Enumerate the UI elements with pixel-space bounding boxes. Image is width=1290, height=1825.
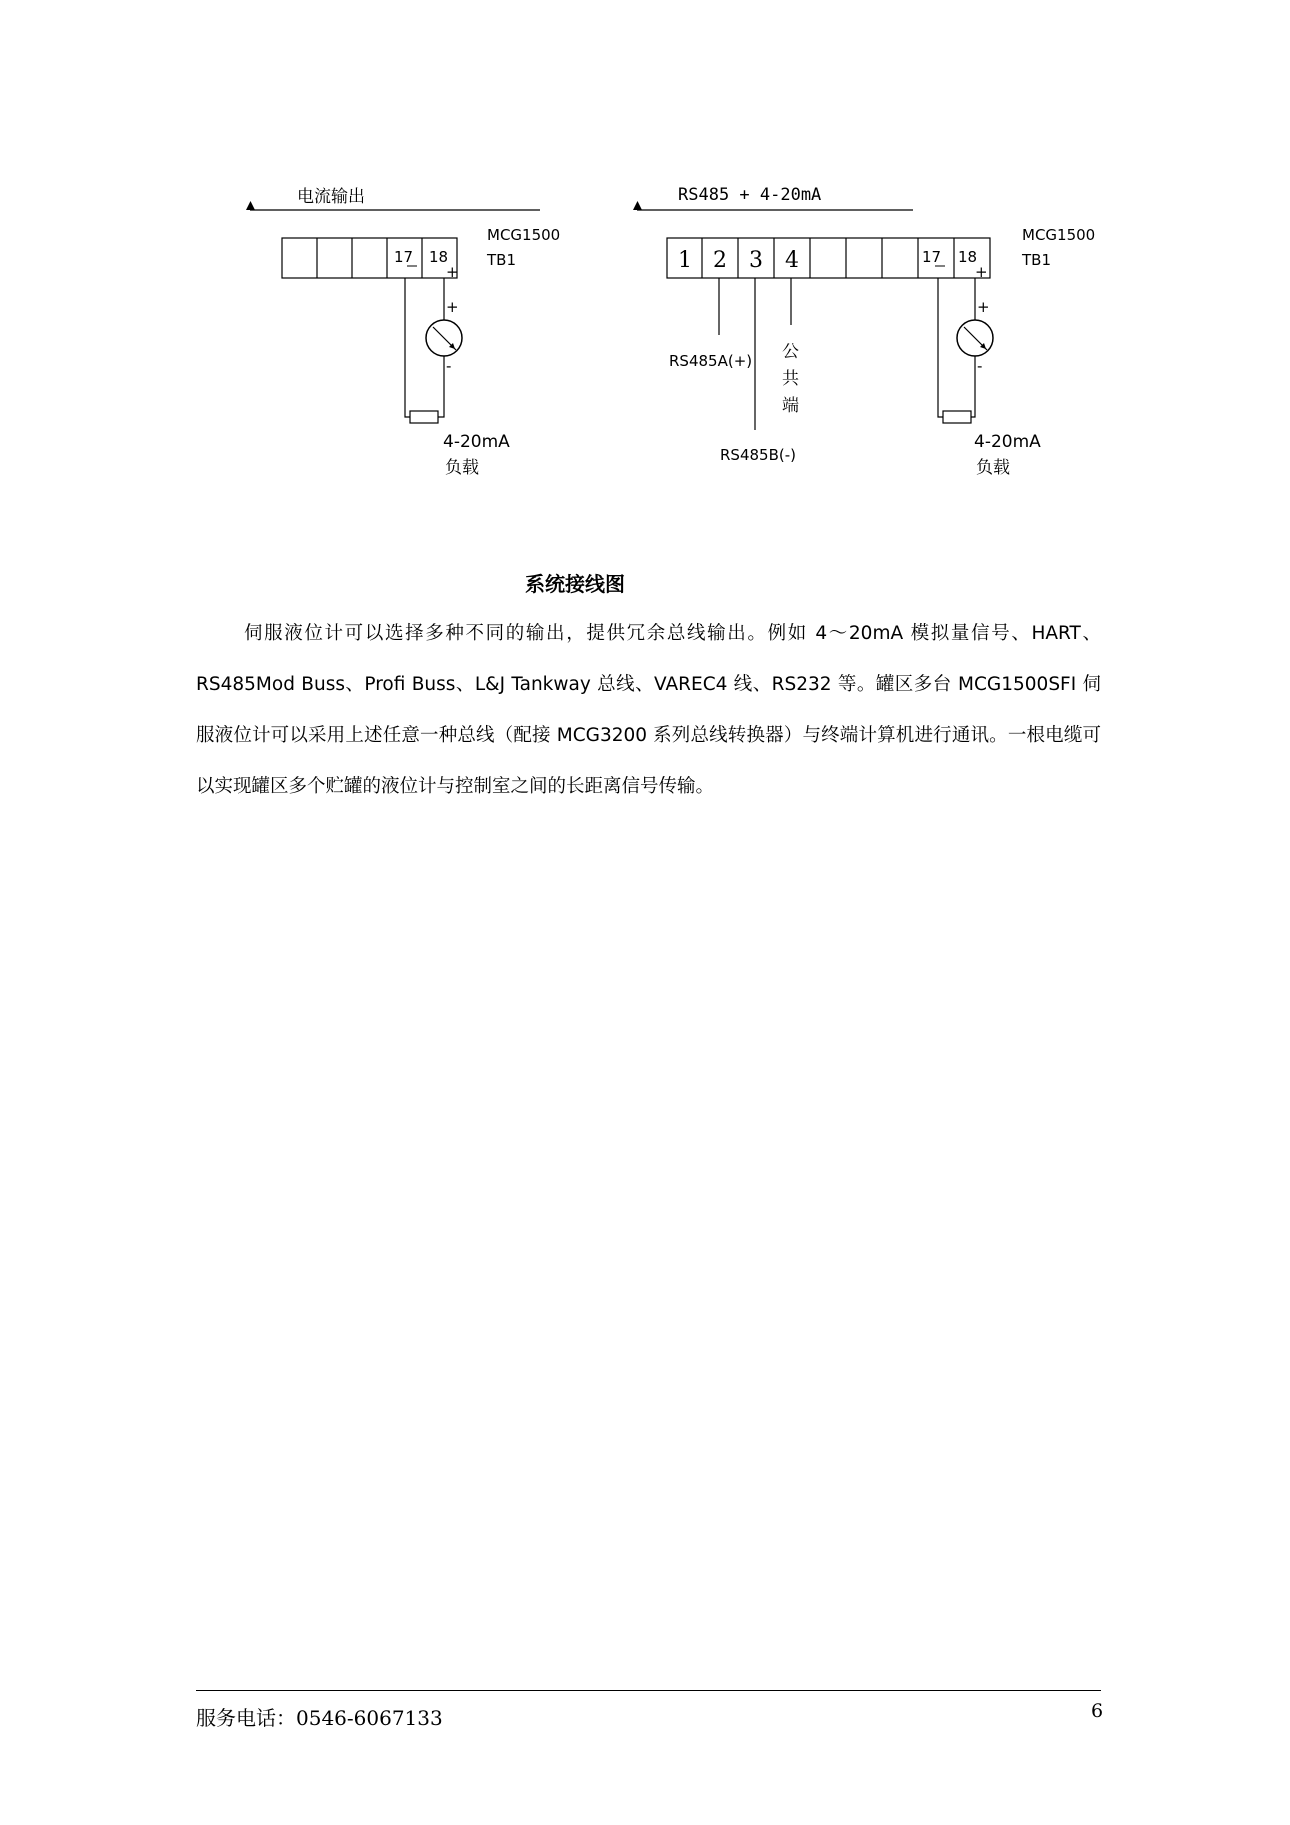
rs485b-label: RS485B(-)	[720, 446, 796, 464]
diagram-title: RS485 + 4-20mA	[678, 185, 822, 205]
terminal-18: 18	[429, 248, 449, 266]
terminal-17: 17	[394, 248, 414, 266]
footer-phone: 服务电话：0546-6067133	[196, 1706, 443, 1730]
load-resistor	[943, 411, 971, 423]
current-loop-wires	[405, 278, 444, 417]
meter-plus: +	[446, 298, 459, 316]
terminal-3: 3	[749, 248, 763, 273]
load-resistor	[410, 411, 438, 423]
rs485-current-diagram	[633, 185, 1095, 478]
wiring-diagram	[0, 0, 1150, 520]
load-label: 4-20mA	[974, 432, 1041, 452]
load-label-2: 负载	[445, 458, 479, 478]
board-label: TB1	[1022, 251, 1051, 269]
terminal-2: 2	[713, 248, 727, 273]
title-marker-icon	[246, 201, 255, 210]
terminal-18-plus: +	[446, 263, 459, 281]
current-loop-wires	[938, 278, 975, 417]
device-label: MCG1500	[1022, 226, 1096, 244]
ammeter-icon	[957, 320, 993, 356]
meter-minus: -	[977, 357, 983, 375]
load-label: 4-20mA	[443, 432, 510, 452]
terminal-1: 1	[678, 248, 692, 273]
terminal-18-plus: +	[975, 263, 988, 281]
rs485a-label: RS485A(+)	[669, 352, 753, 370]
load-label-2: 负载	[976, 458, 1010, 478]
ammeter-icon	[426, 320, 462, 356]
terminal-18: 18	[958, 248, 978, 266]
footer-divider	[196, 1690, 1101, 1691]
device-label: MCG1500	[487, 226, 561, 244]
meter-minus: -	[446, 357, 452, 375]
current-output-diagram	[246, 187, 560, 478]
title-marker-icon	[633, 201, 642, 210]
board-label: TB1	[487, 251, 516, 269]
body-paragraph	[196, 608, 1101, 812]
meter-plus: +	[977, 298, 990, 316]
common-label-1: 公	[782, 342, 799, 362]
page-number: 6	[1091, 1700, 1104, 1722]
paragraph-text: 伺服液位计可以选择多种不同的输出，提供冗余总线输出。例如 4～20mA 模拟量信号、HART、RS485Mod Buss、Profi Buss、L&J Tankway 总线、VAREC4 线、RS232 等。罐区多台 MCG1500SFI 伺服液位计可以采用上述任意一种总线（配接 MCG3200 系列总线转换器）与终端计算机进行通讯。一根电缆可以实现罐区多个贮罐的液位计与控制室之间的长距离信号传输。	[196, 623, 1101, 797]
figure-caption: 系统接线图	[525, 572, 625, 596]
terminal-4: 4	[785, 248, 799, 273]
terminal-17: 17	[922, 248, 942, 266]
diagram-title: 电流输出	[297, 187, 365, 207]
common-label-2: 共	[782, 369, 799, 389]
common-label-3: 端	[782, 396, 799, 416]
